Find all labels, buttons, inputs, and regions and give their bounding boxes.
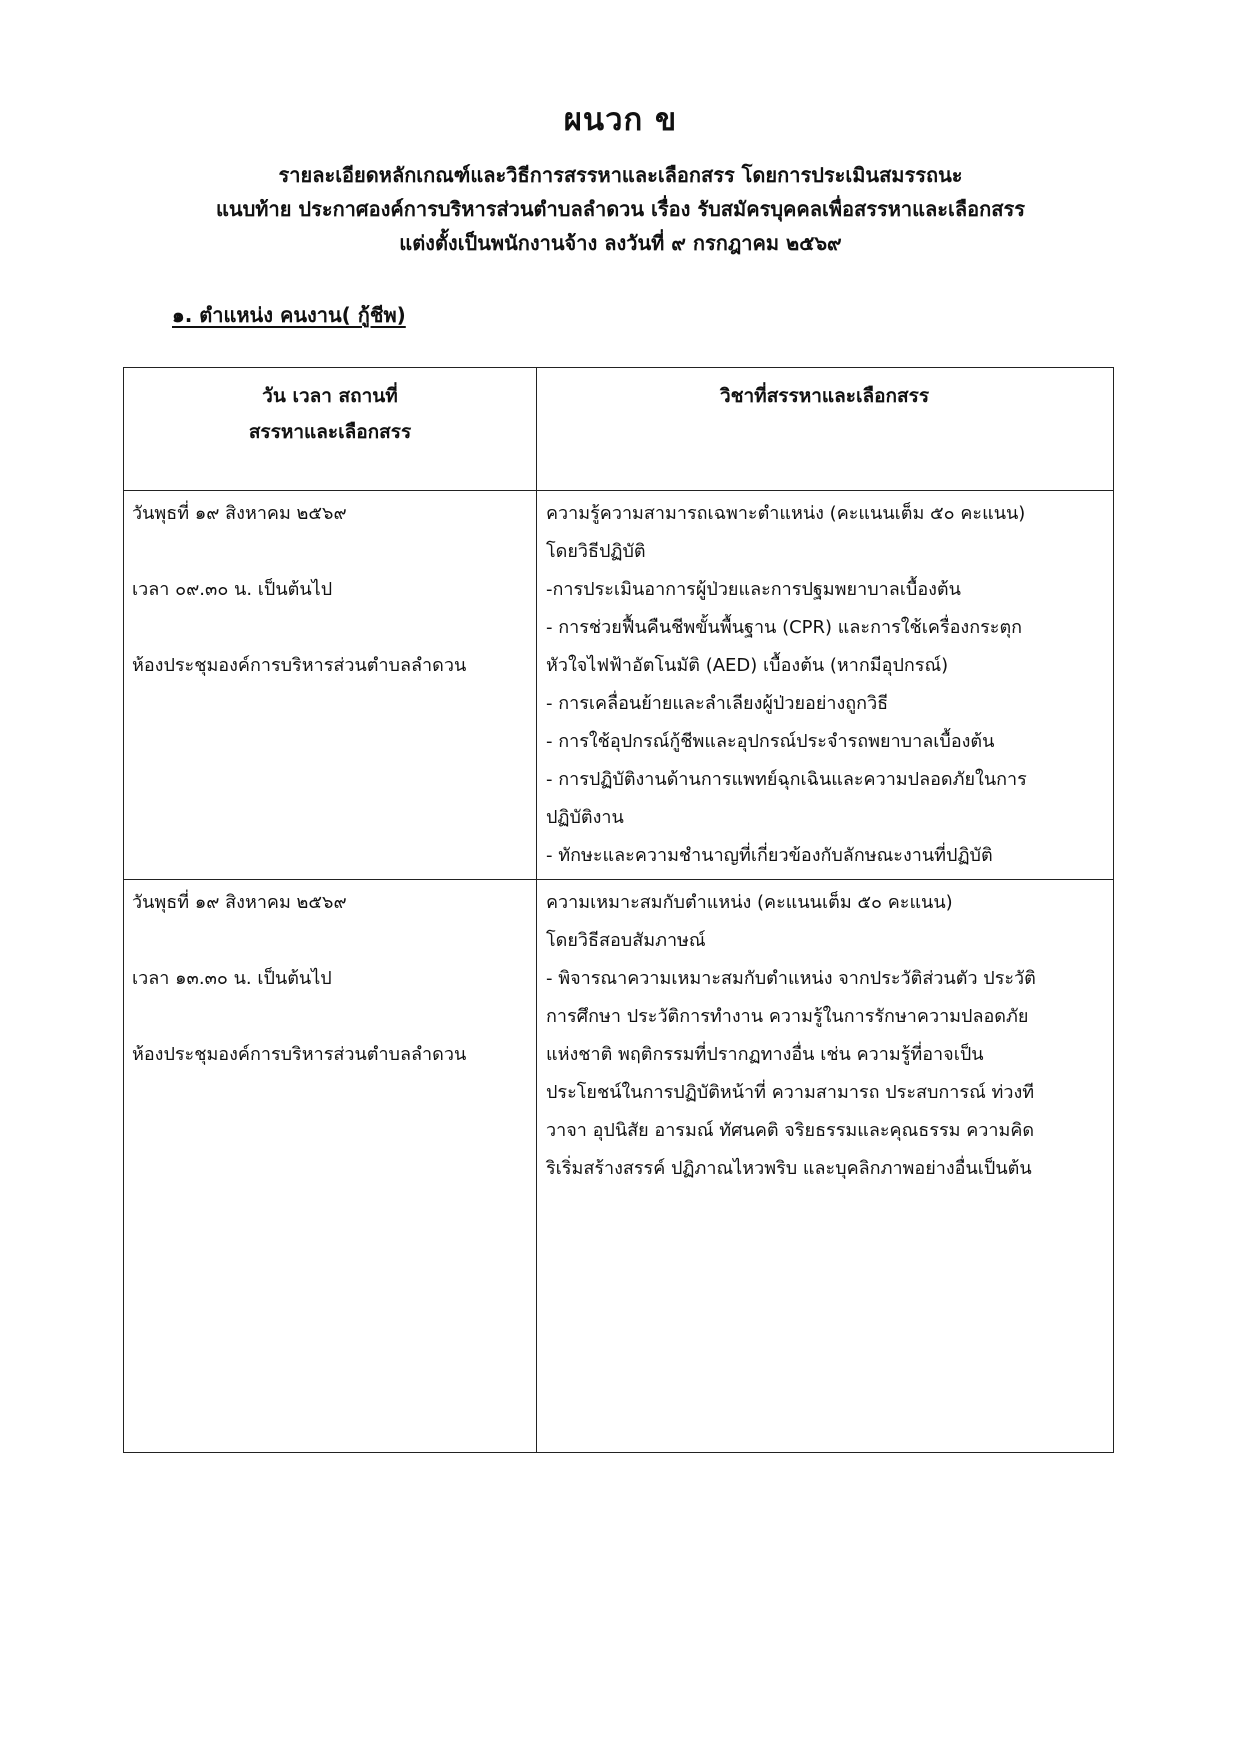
row-1-subject	[546, 495, 1027, 875]
row-2-subject-line: ริเริ่มสร้างสรรค์ ปฏิภาณไหวพริบ และบุคลิกภาพอย่างอื่นเป็นต้น	[546, 1158, 1032, 1179]
subtitle-line-1: รายละเอียดหลักเกณฑ์และวิธีการสรรหาและเลือกสรร โดยการประเมินสมรรถนะ	[278, 163, 963, 187]
row-1-date: วันพุธที่ ๑๙ สิงหาคม ๒๕๖๙	[132, 503, 347, 524]
row-2-subject-line: แห่งชาติ พฤติกรรมที่ปรากฏทางอื่น เช่น ความรู้ที่อาจเป็น	[546, 1044, 984, 1065]
row-1-subject-line: - การปฏิบัติงานด้านการแพทย์ฉุกเฉินและความปลอดภัยในการ	[546, 769, 1027, 790]
table-header-divider	[124, 490, 1113, 491]
subtitle-line-3: แต่งตั้งเป็นพนักงานจ้าง ลงวันที่ ๙ กรกฎาคม ๒๕๖๙	[399, 231, 842, 255]
section-heading: ๑. ตำแหน่ง คนงาน( กู้ชีพ)	[172, 303, 406, 327]
row-2-subject-line: ประโยชน์ในการปฏิบัติหน้าที่ ความสามารถ ประสบการณ์ ท่วงที	[546, 1082, 1035, 1103]
row-1-subject-line: - การเคลื่อนย้ายและลำเลียงผู้ป่วยอย่างถูกวิธี	[546, 693, 889, 714]
row-1-subject-line: ปฏิบัติงาน	[546, 807, 624, 828]
row-1-subject-line: -การประเมินอาการผู้ป่วยและการปฐมพยาบาลเบื้องต้น	[546, 579, 961, 600]
header-left-line-2: สรรหาและเลือกสรร	[248, 421, 412, 443]
row-2-subject-line: วาจา อุปนิสัย อารมณ์ ทัศนคติ จริยธรรมและคุณธรรม ความคิด	[546, 1120, 1035, 1141]
row-1-subject-line: - ทักษะและความชำนาญที่เกี่ยวข้องกับลักษณะงานที่ปฏิบัติ	[546, 845, 993, 866]
row-2-subject-line: ความเหมาะสมกับตำแหน่ง (คะแนนเต็ม ๕๐ คะแนน)	[546, 892, 953, 913]
row-1-subject-line: ความรู้ความสามารถเฉพาะตำแหน่ง (คะแนนเต็ม ๕๐ คะแนน)	[546, 503, 1026, 524]
header-left-line-1: วัน เวลา สถานที่	[262, 385, 398, 407]
row-2-subject-line: การศึกษา ประวัติการทำงาน ความรู้ในการรักษาความปลอดภัย	[546, 1006, 1029, 1027]
table-column-divider	[536, 368, 537, 1452]
row-2-subject-line: - พิจารณาความเหมาะสมกับตำแหน่ง จากประวัติส่วนตัว ประวัติ	[546, 968, 1036, 989]
subtitle-line-2: แนบท้าย ประกาศองค์การบริหารส่วนตำบลลำดวน เรื่อง รับสมัครบุคคลเพื่อสรรหาและเลือกสรร	[216, 197, 1025, 221]
row-2-subject	[546, 884, 1036, 1188]
row-1-subject-line: - การใช้อุปกรณ์กู้ชีพและอุปกรณ์ประจำรถพยาบาลเบื้องต้น	[546, 731, 995, 752]
schedule-table	[123, 367, 1114, 1453]
row-2-time: เวลา ๑๓.๓๐ น. เป็นต้นไป	[132, 968, 332, 989]
row-1-place: ห้องประชุมองค์การบริหารส่วนตำบลลำดวน	[132, 655, 467, 676]
row-2-place: ห้องประชุมองค์การบริหารส่วนตำบลลำดวน	[132, 1044, 467, 1065]
row-1-subject-line: โดยวิธีปฏิบัติ	[546, 541, 646, 562]
row-1-time: เวลา ๐๙.๓๐ น. เป็นต้นไป	[132, 579, 333, 600]
document-title: ผนวก ข	[563, 102, 678, 138]
table-row-divider	[124, 879, 1113, 880]
header-date-time-place	[124, 378, 536, 450]
row-1-subject-line: หัวใจไฟฟ้าอัตโนมัติ (AED) เบื้องต้น (หากมีอุปกรณ์)	[546, 655, 949, 676]
row-1-subject-line: - การช่วยฟื้นคืนชีพขั้นพื้นฐาน (CPR) และการใช้เครื่องกระตุก	[546, 617, 1023, 638]
row-2-date: วันพุธที่ ๑๙ สิงหาคม ๒๕๖๙	[132, 892, 347, 913]
row-2-subject-line: โดยวิธีสอบสัมภาษณ์	[546, 930, 706, 951]
header-subject: วิชาที่สรรหาและเลือกสรร	[719, 385, 930, 407]
